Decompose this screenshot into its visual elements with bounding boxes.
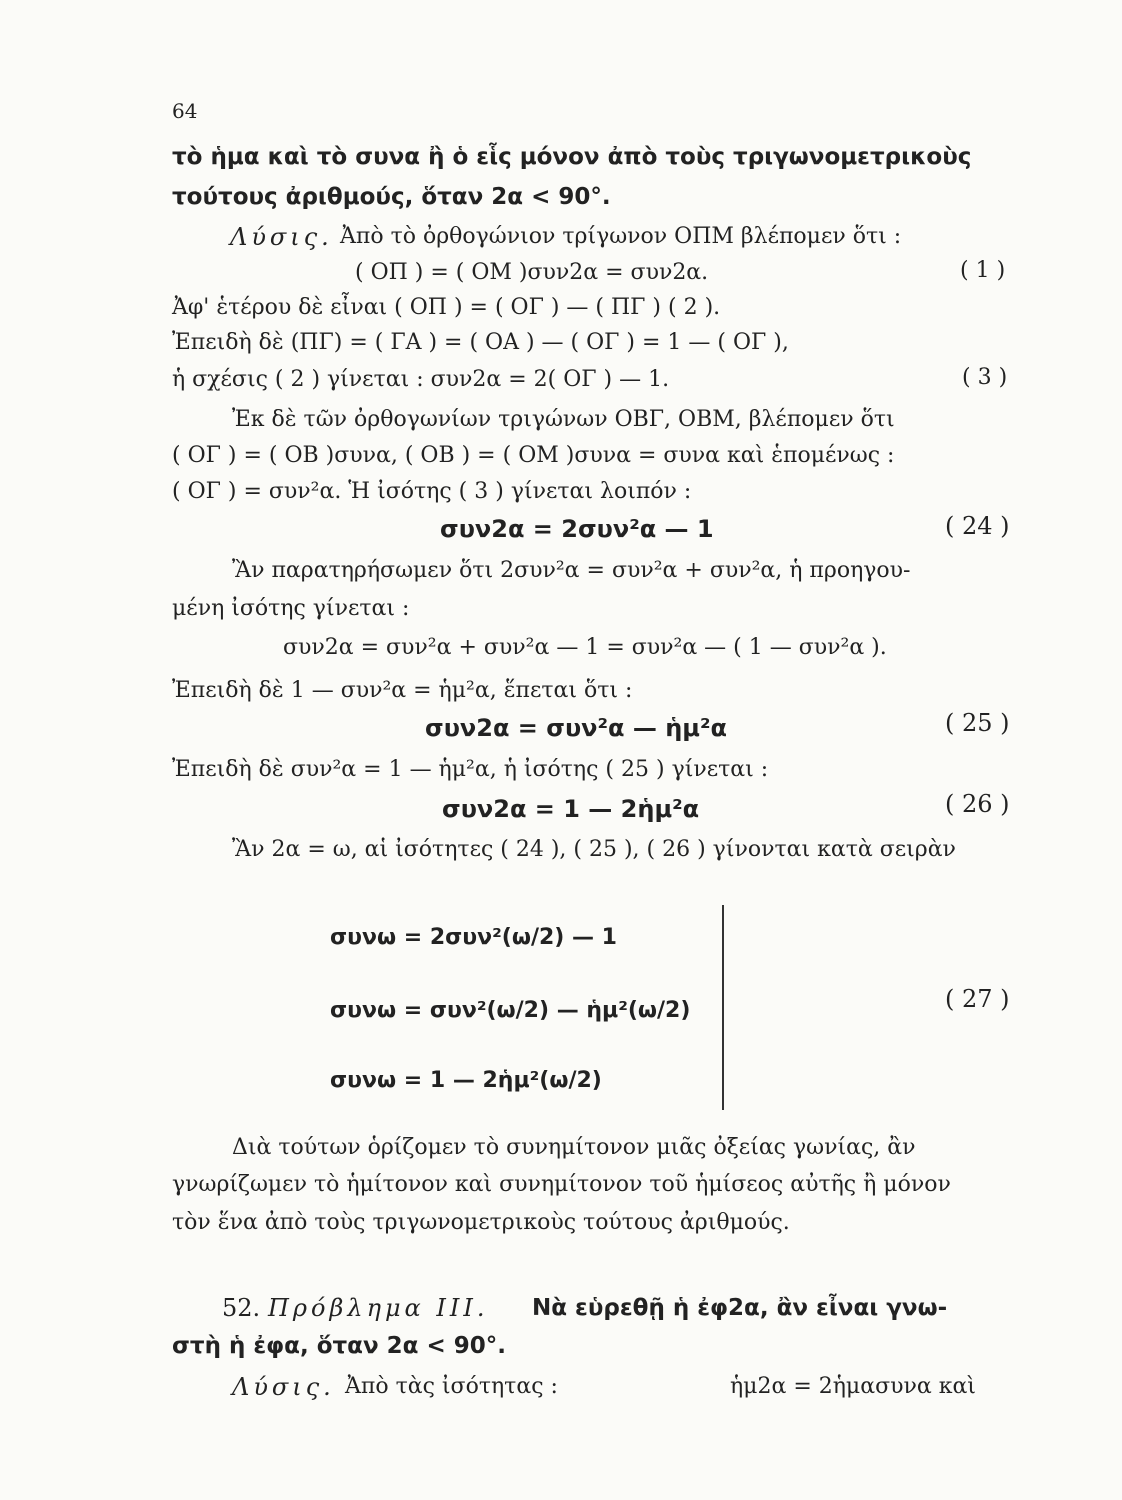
text-line: ἡ σχέσις ( 2 ) γίνεται : συν2α = 2( ΟΓ ) — 1.	[172, 367, 670, 392]
text-line: ( ΟΓ ) = ( ΟΒ )συνα, ( ΟΒ ) = ( ΟΜ )συνα = συνα καὶ ἑπομένως :	[172, 443, 895, 468]
problem-text: Νὰ εὑρεθῇ ἡ ἐφ2α, ἂν εἶναι γνω-	[532, 1295, 948, 1321]
equation-line: ἡμ2α = 2ἡμασυνα καὶ	[730, 1374, 976, 1399]
page-number: 64	[172, 99, 198, 123]
equation-number: ( 25 )	[945, 709, 1010, 737]
text-line: Ἐπειδὴ δὲ (ΠΓ) = ( ΓΑ ) = ( ΟΑ ) — ( ΟΓ ) = 1 — ( ΟΓ ),	[172, 330, 789, 355]
text-line: Ἂν 2α = ω, αἱ ἰσότητες ( 24 ), ( 25 ), ( 26 ) γίνονται κατὰ σειρὰν	[232, 837, 956, 862]
equation-25: συν2α = συν²α — ἡμ²α	[425, 714, 727, 742]
text-line: Ἀπὸ τὸ ὀρθογώνιον τρίγωνον ΟΠΜ βλέπομεν ὅτι :	[340, 224, 902, 249]
text-line: γνωρίζωμεν τὸ ἡμίτονον καὶ συνημίτονον τοῦ ἡμίσεος αὐτῆς ἢ μόνον	[172, 1172, 951, 1197]
text-line: Ἐπειδὴ δὲ 1 — συν²α = ἡμ²α, ἕπεται ὅτι :	[172, 678, 633, 703]
equation-24: συν2α = 2συν²α — 1	[440, 515, 714, 543]
equation-number: ( 1 )	[960, 258, 1006, 283]
text-line: τούτους ἀριθμούς, ὅταν 2α < 90°.	[172, 184, 611, 210]
solution-label: Λύσις.	[232, 1373, 335, 1401]
text-line: Ἐπειδὴ δὲ συν²α = 1 — ἡμ²α, ἡ ἰσότης ( 25 ) γίνεται :	[172, 757, 769, 782]
problem-number: 52.	[222, 1294, 261, 1322]
equation-number: ( 24 )	[945, 512, 1010, 540]
equation-line: ( ΟΠ ) = ( ΟΜ )συν2α = συν2α.	[355, 260, 709, 285]
equation-number: ( 3 )	[962, 365, 1008, 390]
text-line: Ἐκ δὲ τῶν ὀρθογωνίων τριγώνων ΟΒΓ, ΟΒΜ, βλέπομεν ὅτι	[232, 407, 895, 432]
equation-number: ( 27 )	[945, 985, 1010, 1013]
equation-27b: συνω = συν²(ω/2) — ἡμ²(ω/2)	[330, 998, 691, 1023]
text-line: Ἂν παρατηρήσωμεν ὅτι 2συν²α = συν²α + συν²α, ἡ προηγου-	[232, 558, 911, 583]
text-line: Ἀφ' ἑτέρου δὲ εἶναι ( ΟΠ ) = ( ΟΓ ) — ( ΠΓ ) ( 2 ).	[172, 295, 721, 320]
solution-label: Λύσις.	[230, 223, 333, 251]
equation-number: ( 26 )	[945, 790, 1010, 818]
text-line: Ἀπὸ τὰς ἰσότητας :	[345, 1374, 558, 1399]
text-line: μένη ἰσότης γίνεται :	[172, 596, 410, 621]
equation-26: συν2α = 1 — 2ἡμ²α	[442, 795, 700, 823]
equation-line: συν2α = συν²α + συν²α — 1 = συν²α — ( 1 — συν²α ).	[283, 635, 887, 660]
text-line: τὸν ἕνα ἀπὸ τοὺς τριγωνομετρικοὺς τούτους ἀριθμούς.	[172, 1210, 790, 1235]
text-line: ( ΟΓ ) = συν²α. Ἡ ἰσότης ( 3 ) γίνεται λοιπόν :	[172, 479, 692, 504]
equation-27c: συνω = 1 — 2ἡμ²(ω/2)	[330, 1068, 602, 1093]
problem-label: Πρόβλημα ΙΙΙ.	[268, 1294, 489, 1322]
text-line: Διὰ τούτων ὁρίζομεν τὸ συνημίτονον μιᾶς ὀξείας γωνίας, ἂν	[232, 1135, 916, 1160]
problem-text: στὴ ἡ ἐφα, ὅταν 2α < 90°.	[172, 1333, 506, 1359]
equation-27a: συνω = 2συν²(ω/2) — 1	[330, 925, 617, 950]
equation-brace	[722, 905, 724, 1110]
text-line: τὸ ἡμα καὶ τὸ συνα ἢ ὁ εἷς μόνον ἀπὸ τοὺς τριγωνομετρικοὺς	[172, 144, 972, 170]
